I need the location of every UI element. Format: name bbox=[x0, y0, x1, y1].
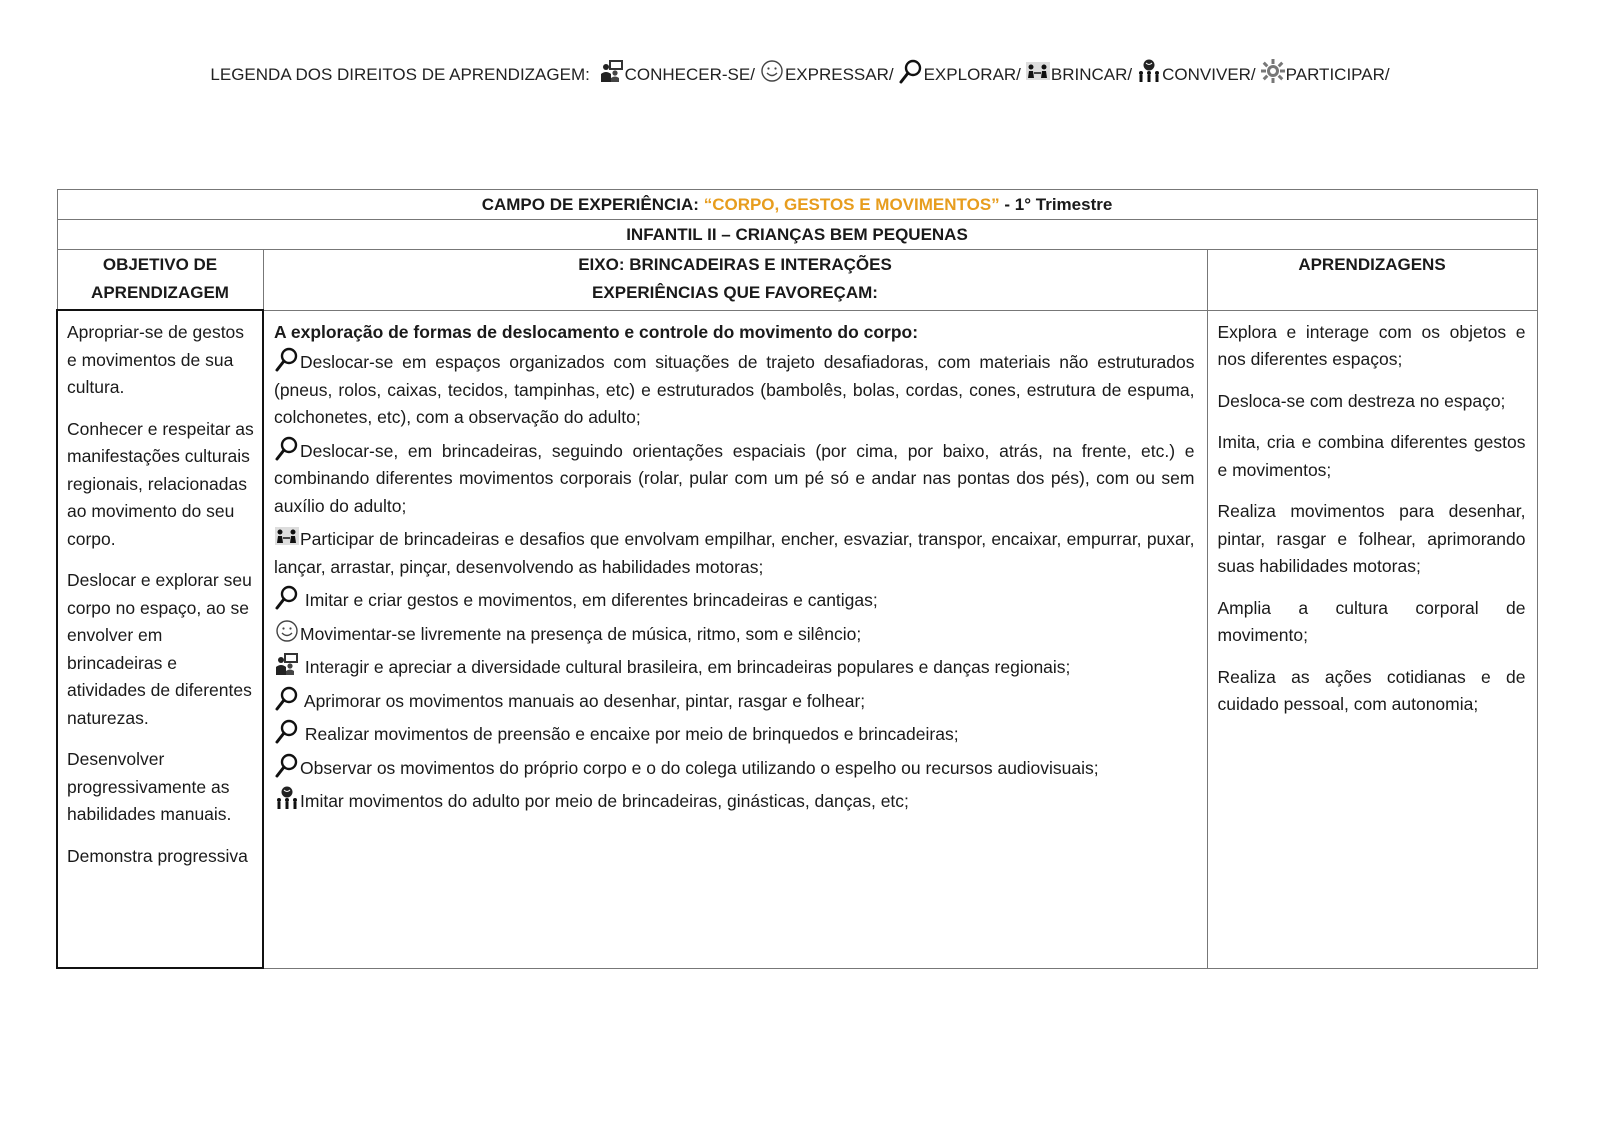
experiencia-item bbox=[274, 435, 1195, 521]
experiencia-text: Aprimorar os movimentos manuais ao desenhar, pintar, rasgar e folhear; bbox=[300, 690, 866, 711]
experiencia-item bbox=[274, 718, 1195, 749]
content-row bbox=[57, 310, 1537, 968]
kids-playing-icon bbox=[1025, 58, 1051, 84]
legend-item bbox=[1025, 58, 1132, 85]
legend-item-label: BRINCAR/ bbox=[1050, 65, 1133, 84]
experiencias-lead: A exploração de formas de deslocamento e controle do movimento do corpo: bbox=[274, 321, 919, 342]
objetivo-item: Desenvolver progressivamente as habilidades manuais. bbox=[67, 749, 232, 824]
legend-items bbox=[595, 65, 1390, 84]
legend-item-label: CONVIVER/ bbox=[1162, 65, 1256, 84]
experiencia-text: Interagir e apreciar a diversidade cultural brasileira, em brincadeiras populares e danças regionais; bbox=[300, 657, 1071, 677]
smiley-icon bbox=[759, 58, 785, 84]
experiencia-item bbox=[274, 685, 1195, 716]
magnifier-icon bbox=[274, 752, 300, 778]
campo-suffix: - 1° Trimestre bbox=[999, 194, 1113, 214]
objetivo-column-header bbox=[57, 250, 263, 311]
curriculum-table bbox=[56, 189, 1538, 969]
eixo-header-line-1: EIXO: BRINCADEIRAS E INTERAÇÕES bbox=[578, 255, 892, 274]
objetivo-header-line-2: APRENDIZAGEM bbox=[91, 283, 229, 302]
aprendizagem-item: Imita, cria e combina diferentes gestos e movimentos; bbox=[1217, 432, 1526, 480]
objetivos-list bbox=[67, 319, 254, 870]
experiencia-item bbox=[274, 523, 1195, 581]
globe-people-icon bbox=[274, 785, 300, 811]
campo-prefix: CAMPO DE EXPERIÊNCIA: bbox=[481, 194, 704, 214]
level-row bbox=[57, 220, 1537, 250]
campo-header bbox=[57, 190, 1537, 220]
aprendizagem-item: Amplia a cultura corporal de movimento; bbox=[1217, 597, 1526, 645]
experiencia-item bbox=[274, 785, 1195, 816]
experiencia-item bbox=[274, 618, 1195, 649]
legend-item-label: EXPRESSAR/ bbox=[784, 65, 894, 84]
aprendizagens-cell bbox=[1207, 310, 1537, 968]
experiencia-text: Movimentar-se livremente na presença de música, ritmo, som e silêncio; bbox=[300, 623, 862, 644]
people-board-icon bbox=[274, 651, 300, 677]
aprendizagem-item: Realiza as ações cotidianas e de cuidado pessoal, com autonomia; bbox=[1217, 666, 1526, 714]
aprendizagens-column-header: APRENDIZAGENS bbox=[1207, 250, 1537, 311]
experiencia-text: Realizar movimentos de preensão e encaixe por meio de brinquedos e brincadeiras; bbox=[300, 724, 959, 744]
aprendizagens-list bbox=[1218, 319, 1526, 719]
magnifier-icon bbox=[274, 435, 300, 461]
magnifier-icon bbox=[898, 58, 924, 84]
level-header: INFANTIL II – CRIANÇAS BEM PEQUENAS bbox=[57, 220, 1537, 250]
legend-title: LEGENDA DOS DIREITOS DE APRENDIZAGEM: bbox=[210, 65, 590, 84]
experiencia-item bbox=[274, 651, 1195, 682]
experiencia-item bbox=[274, 346, 1195, 432]
magnifier-icon bbox=[274, 584, 300, 610]
experiencia-text: Deslocar-se em espaços organizados com situações de trajeto desafiadoras, com materiais não estruturados (pneus, rolos, caixas, tecidos, tampinhas, etc) e estruturados (bambolês, bolas, cordas, cones, estrutura de espuma, colchonetes, etc), com a observação do adulto; bbox=[274, 352, 1195, 427]
legend-item-label: CONHECER-SE/ bbox=[624, 65, 755, 84]
legend bbox=[0, 58, 1600, 85]
objetivo-item: Demonstra progressiva bbox=[67, 845, 248, 866]
objetivo-header-line-1: OBJETIVO DE bbox=[102, 255, 218, 274]
eixo-header-line-2: EXPERIÊNCIAS QUE FAVOREÇAM: bbox=[592, 283, 878, 302]
campo-name: “CORPO, GESTOS E MOVIMENTOS” bbox=[703, 194, 1000, 214]
people-board-icon bbox=[599, 58, 625, 84]
aprendizagem-item: Explora e interage com os objetos e nos diferentes espaços; bbox=[1217, 321, 1526, 369]
curriculum-table-wrapper bbox=[56, 189, 1536, 969]
objetivos-cell bbox=[57, 310, 263, 968]
magnifier-icon bbox=[274, 718, 300, 744]
smiley-icon bbox=[274, 618, 300, 644]
legend-item bbox=[1136, 58, 1256, 85]
experiencia-text: Observar os movimentos do próprio corpo e o do colega utilizando o espelho ou recursos audiovisuais; bbox=[300, 757, 1099, 778]
campo-row bbox=[57, 190, 1537, 220]
experiencia-text: Imitar movimentos do adulto por meio de brincadeiras, ginásticas, danças, etc; bbox=[300, 791, 909, 811]
objetivo-item: Deslocar e explorar seu corpo no espaço, ao se envolver em brincadeiras e atividades de diferentes naturezas. bbox=[67, 570, 252, 728]
legend-item bbox=[759, 58, 894, 85]
experiencia-text: Imitar e criar gestos e movimentos, em diferentes brincadeiras e cantigas; bbox=[300, 590, 878, 610]
experiencias-cell bbox=[263, 310, 1207, 968]
kids-playing-icon bbox=[274, 523, 300, 549]
experiencia-item bbox=[274, 752, 1195, 783]
globe-people-icon bbox=[1136, 58, 1162, 84]
objetivo-item: Conhecer e respeitar as manifestações culturais regionais, relacionadas ao movimento do seu corpo. bbox=[67, 418, 254, 549]
magnifier-icon bbox=[274, 346, 300, 372]
experiencias-list bbox=[274, 346, 1195, 816]
experiencia-text: Deslocar-se, em brincadeiras, seguindo orientações espaciais (por cima, por baixo, atrás, na frente, etc.) e combinando diferentes movimentos corporais (rolar, pular com um pé só e andar nas pontas dos pés), com ou sem auxílio do adulto; bbox=[274, 440, 1195, 516]
experiencia-text: Participar de brincadeiras e desafios que envolvam empilhar, encher, esvaziar, transpor, encaixar, empurrar, puxar, lançar, arrastar, pinçar, desenvolvendo as habilidades motoras; bbox=[274, 529, 1195, 577]
aprendizagem-item: Realiza movimentos para desenhar, pintar, rasgar e folhear, aprimorando suas habilidades motoras; bbox=[1217, 501, 1526, 576]
objetivo-item: Apropriar-se de gestos e movimentos de sua cultura. bbox=[67, 322, 245, 397]
legend-item bbox=[599, 58, 755, 85]
magnifier-icon bbox=[274, 685, 300, 711]
legend-item bbox=[898, 58, 1021, 85]
gear-people-icon bbox=[1260, 58, 1286, 84]
legend-item bbox=[1260, 58, 1390, 85]
legend-item-label: EXPLORAR/ bbox=[923, 65, 1021, 84]
aprendizagem-item: Desloca-se com destreza no espaço; bbox=[1217, 390, 1506, 411]
legend-item-label: PARTICIPAR/ bbox=[1285, 65, 1390, 84]
experiencia-item bbox=[274, 584, 1195, 615]
eixo-column-header bbox=[263, 250, 1207, 311]
column-header-row bbox=[57, 250, 1537, 311]
